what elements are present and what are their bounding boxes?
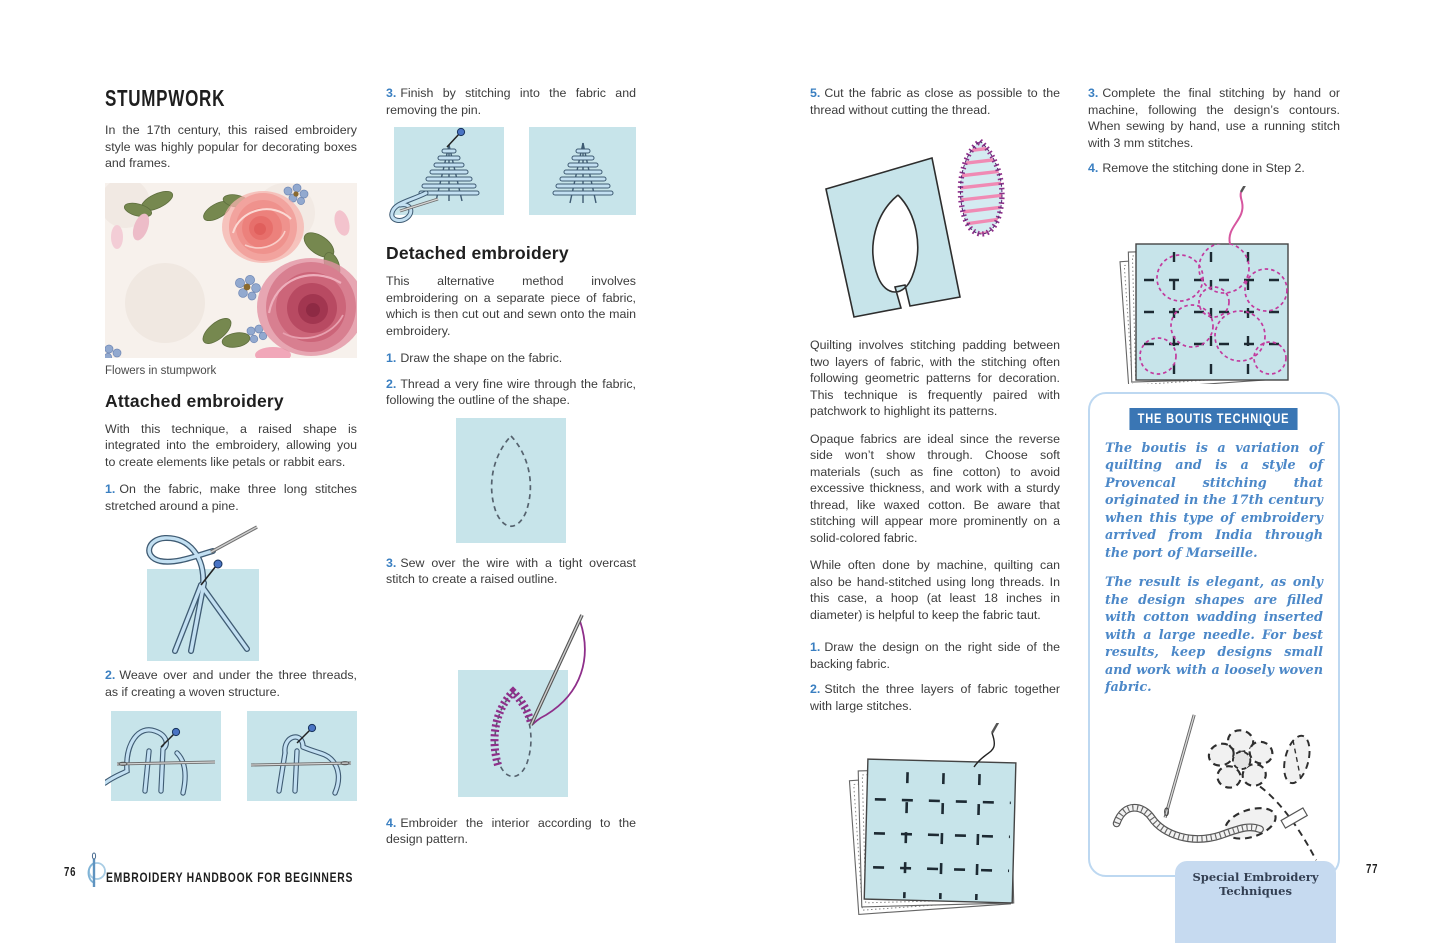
illustration-overcast-stitch — [386, 597, 636, 809]
photo-caption: Flowers in stumpwork — [105, 364, 217, 377]
illustration-quilt-grid — [834, 723, 1059, 915]
page-number-right: 77 — [1366, 861, 1379, 876]
illustration-petal-outline — [456, 418, 566, 543]
boutis-paragraph-1: The boutis is a variation of quilting and is a style of Provencal stitching that originated in the 17th century when this type of embroidery arrived from India through the port of Marseille. — [1105, 440, 1323, 561]
quilting-step-4: 4. Remove the stitching done in Step 2. — [1088, 161, 1305, 175]
stumpwork-photo — [105, 183, 357, 358]
illustration-pine-1 — [386, 127, 504, 227]
illustration-attached-step1 — [105, 523, 355, 663]
chapter-tab — [1175, 861, 1336, 943]
illustration-weave-2 — [247, 709, 357, 801]
attached-embroidery-intro: With this technique, a raised shape is integrated into the embroidery, allowing you to create elements like petals or rabbit ears. — [105, 421, 357, 469]
attached-step-2: 2. Weave over and under the three threads, as if creating a woven structure. — [105, 668, 357, 699]
column-stumpwork — [105, 85, 357, 801]
illustration-cutout-fabric — [810, 127, 1060, 327]
illustration-weave-1 — [105, 709, 221, 801]
quilting-step-3: 3. Complete the final stitching by hand or machine, following the design’s contours. When sewing by hand, use a running stitch with 3 mm stitches. — [1088, 86, 1340, 150]
book-footer-title: EMBROIDERY HANDBOOK FOR BEGINNERS — [106, 869, 354, 885]
column-quilting — [810, 85, 1060, 915]
detached-embroidery-heading: Detached embroidery — [386, 243, 569, 263]
section-intro: In the 17th century, this raised embroidery style was highly popular for decorating boxes and frames. — [105, 123, 357, 170]
attached-step-1: 1. On the fabric, make three long stitches stretched around a pine. — [105, 482, 357, 513]
boutis-paragraph-2: The result is elegant, as only the design shapes are filled with cotton wadding inserted with a large needle. For best results, keep designs small and work with a loosely woven fabric. — [1105, 575, 1323, 696]
quilting-paragraph-2: Opaque fabrics are ideal since the reverse side won’t show through. Choose soft materials (such as fine cotton) to avoid excessive thickness, and work with a sturdy thread, like waxed cotton. Be aware that stitching will appear more prominently on a solid-colored fabric. — [810, 431, 1060, 545]
quilting-paragraph-1: Quilting involves stitching padding between two layers of fabric, with the stitching often following geometric patterns for decoration. This technique is frequently paired with patchwork to highlight its patterns. — [810, 338, 1060, 418]
detached-embroidery-intro: This alternative method involves embroidering on a separate piece of fabric, which is then cut out and sewn onto the main embroidery. — [386, 274, 636, 338]
page-number-left: 76 — [64, 864, 77, 879]
detached-step-3: 3. Sew over the wire with a tight overcast stitch to create a raised outline. — [386, 555, 636, 586]
quilting-step-1: 1. Draw the design on the right side of the backing fabric. — [810, 640, 1060, 671]
quilting-step-2: 2. Stitch the three layers of fabric together with large stitches. — [810, 682, 1060, 713]
boutis-callout-box — [1088, 392, 1340, 877]
boutis-title-badge: THE BOUTIS TECHNIQUE — [1130, 408, 1298, 430]
column-detached — [386, 85, 636, 857]
detached-step-5: 5. Cut the fabric as close as possible to the thread without cutting the thread. — [810, 86, 1060, 117]
quilting-paragraph-3: While often done by machine, quilting can also be hand-stitched using long threads. In this case, a hoop (at least 18 inches in diameter) is helpful to keep the fabric taut. — [810, 558, 1060, 622]
page-title: STUMPWORK — [105, 85, 226, 111]
illustration-boutis-needle — [1105, 709, 1323, 869]
detached-step-1: 1. Draw the shape on the fabric. — [386, 351, 563, 365]
illustration-pine-2 — [529, 127, 636, 227]
attached-step-3: 3. Finish by stitching into the fabric and removing the pin. — [386, 86, 636, 117]
chapter-tab-label: Special Embroidery Techniques — [1192, 870, 1319, 898]
attached-embroidery-heading: Attached embroidery — [105, 390, 284, 411]
detached-step-4: 4. Embroider the interior according to the design pattern. — [386, 815, 636, 846]
needle-logo-icon — [84, 849, 106, 891]
illustration-quilt-circles — [1110, 186, 1325, 384]
detached-step-2: 2. Thread a very fine wire through the fabric, following the outline of the shape. — [386, 376, 636, 407]
column-quilting-continued — [1088, 85, 1340, 877]
